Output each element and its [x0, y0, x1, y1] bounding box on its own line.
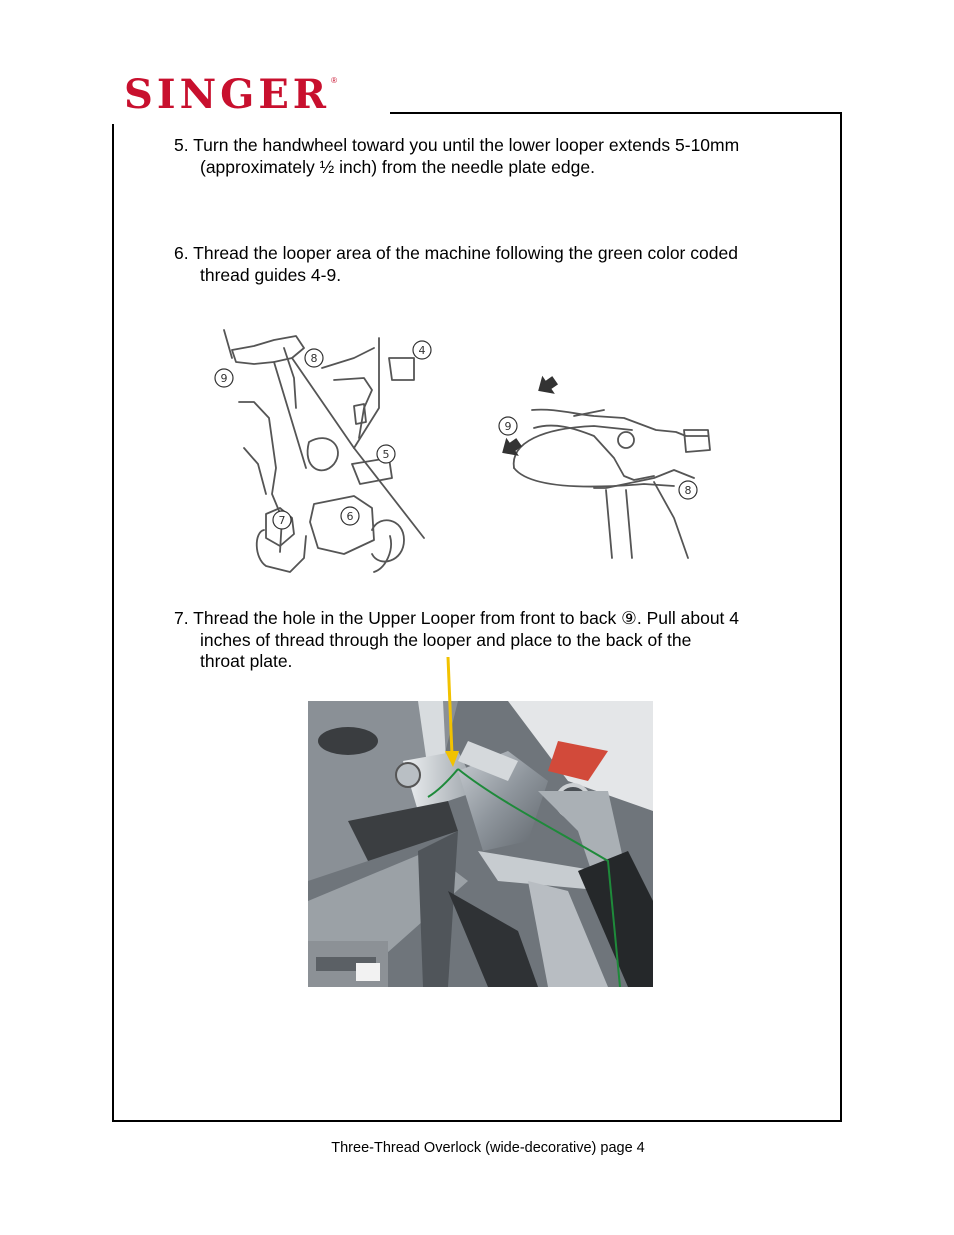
page-footer: Three-Thread Overlock (wide-decorative) page 4	[331, 1140, 645, 1156]
singer-logo	[124, 70, 337, 120]
brand-name: SINGER	[124, 71, 331, 118]
right-guide-label-8: 8	[684, 484, 692, 497]
left-guide-label-5: 5	[382, 448, 390, 461]
header-rule	[390, 112, 842, 114]
step-7-line-2: inches of thread through the looper and place to the back of the	[200, 629, 692, 650]
registered-mark: ®	[331, 76, 337, 85]
frame-left-border	[112, 124, 114, 1122]
left-guide-label-9: 9	[220, 372, 228, 385]
left-guide-label-8: 8	[310, 352, 318, 365]
step-6-line-2: thread guides 4-9.	[200, 264, 342, 285]
step-6-instructions	[174, 243, 794, 286]
left-guide-label-6: 6	[346, 510, 354, 523]
step-7-line-3: throat plate.	[200, 651, 293, 671]
pointer-arrow	[430, 655, 470, 775]
upper-looper-photo	[308, 701, 653, 987]
step-5-line-1: 5. Turn the handwheel toward you until the lower looper extends 5-10mm	[174, 135, 740, 155]
frame-right-border	[840, 112, 842, 1122]
step-5-instructions	[174, 135, 794, 178]
right-guide-label-9: 9	[504, 420, 512, 433]
left-guide-label-4: 4	[418, 344, 426, 357]
step-7-line-1: 7. Thread the hole in the Upper Looper from front to back ⑨. Pull about 4	[174, 608, 740, 628]
step-6-line-1: 6. Thread the looper area of the machine following the green color coded	[174, 243, 738, 263]
left-guide-label-7: 7	[278, 514, 286, 527]
looper-threading-diagram	[214, 318, 714, 586]
step-7-instructions	[174, 608, 794, 673]
step-5-line-2: (approximately ½ inch) from the needle plate edge.	[200, 156, 595, 177]
frame-bottom-border	[112, 1120, 842, 1122]
